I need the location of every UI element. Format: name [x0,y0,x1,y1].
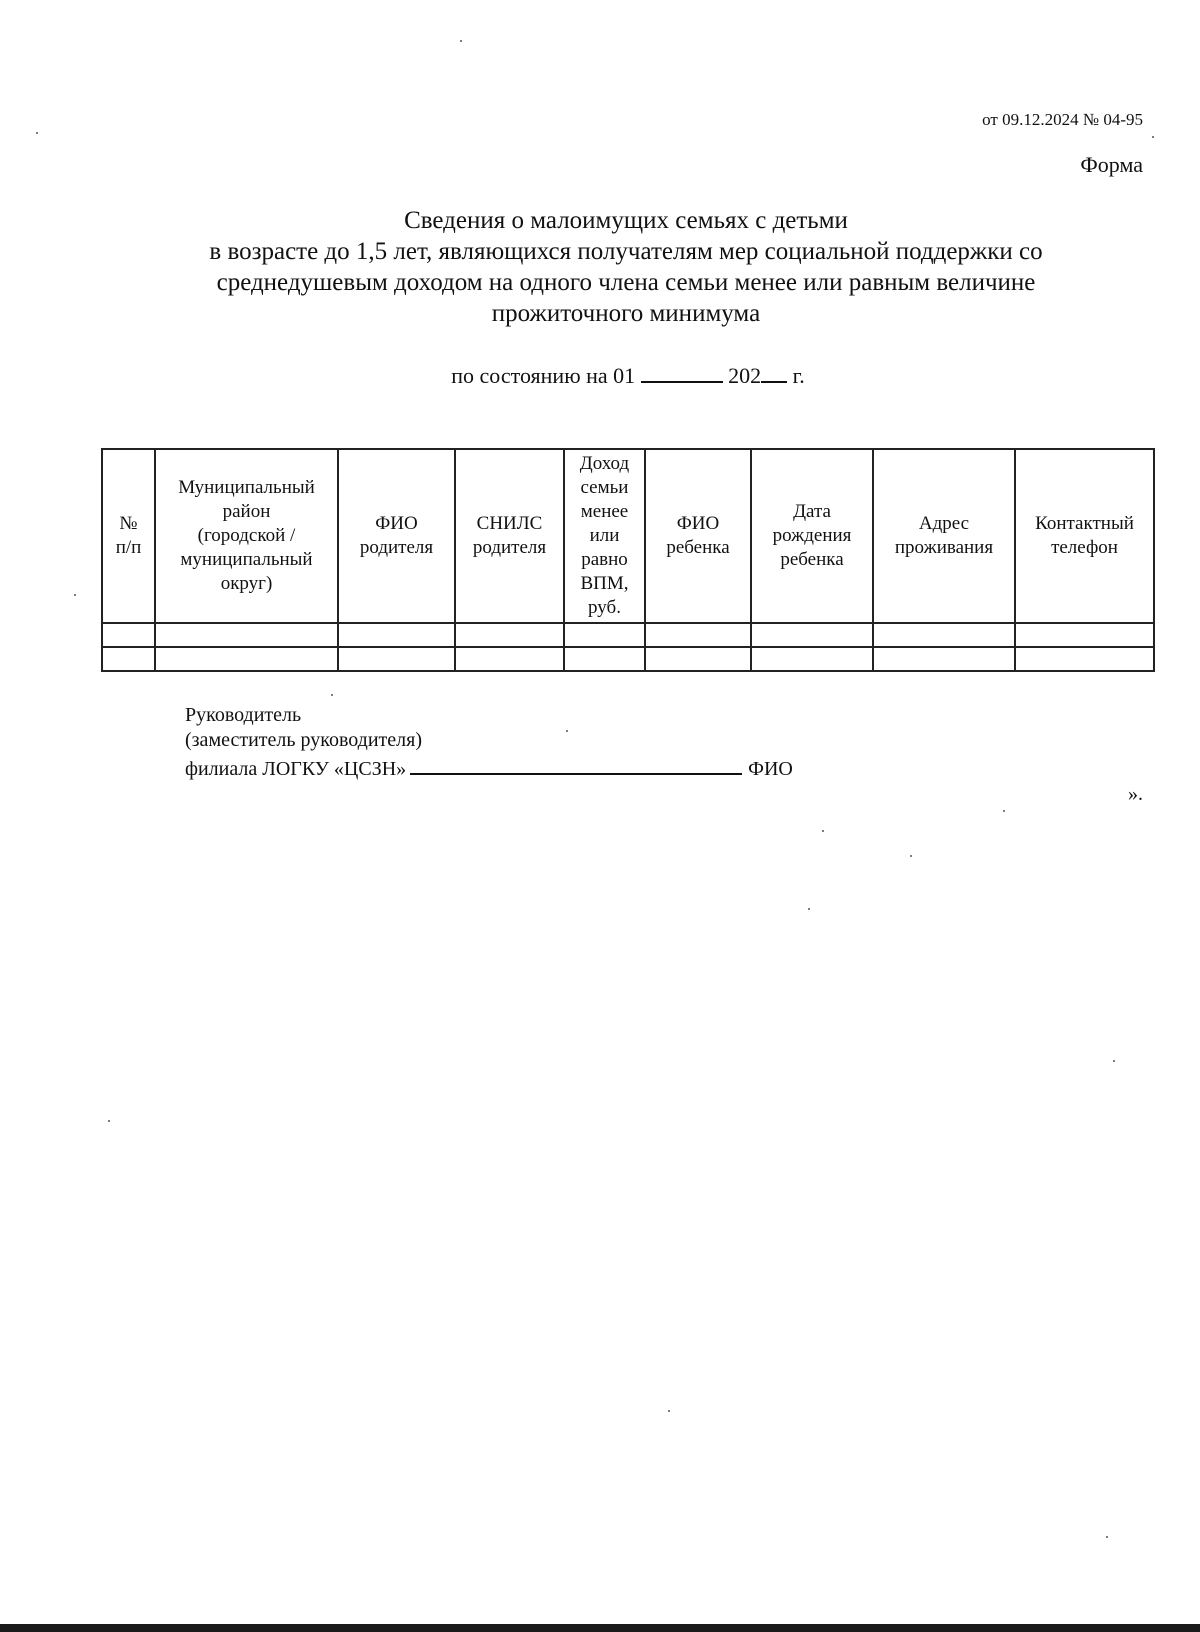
scan-speck [1113,1060,1115,1062]
scan-speck [808,908,810,910]
scan-speck [36,132,38,134]
scan-speck [108,1120,110,1122]
document-reference: от 09.12.2024 № 04-95 [982,110,1143,129]
scan-speck [910,855,912,857]
scan-speck [460,40,462,42]
col-municipal-district: Муниципальный район (городской / муниципальный округ) [155,449,338,623]
col-number: № п/п [102,449,155,623]
table-cell [338,647,455,671]
table-cell [455,647,564,671]
scan-speck [566,730,568,732]
title-line-4: прожиточного минимума [491,300,761,327]
table-cell [455,623,564,647]
table-cell [155,647,338,671]
scan-speck [668,1410,670,1412]
col-child-name: ФИО ребенка [645,449,751,623]
table-cell [102,623,155,647]
col-parent-name: ФИО родителя [338,449,455,623]
table-cell [155,623,338,647]
signature-line [410,753,742,775]
title-line-2: в возрасте до 1,5 лет, являющихся получателям мер социальной поддержки со [209,238,1043,265]
signer-title: Руководитель [185,704,302,726]
scan-speck [1106,1536,1108,1538]
table-row [102,647,1154,671]
year-blank [761,361,787,383]
as-of-date [0,361,1200,389]
month-blank [641,361,723,383]
signer-name-label: ФИО [748,758,793,780]
year-suffix: г. [792,363,805,388]
table-cell [873,623,1015,647]
table-cell [564,647,645,671]
table-cell [1015,623,1154,647]
col-child-birthdate: Дата рождения ребенка [751,449,873,623]
scan-speck [1003,810,1005,812]
signer-deputy: (заместитель руководителя) [185,729,423,751]
table-cell [564,623,645,647]
col-parent-snils: СНИЛС родителя [455,449,564,623]
table-cell [751,623,873,647]
scan-speck [74,594,76,596]
signer-branch-name: филиала ЛОГКУ «ЦСЗН» [185,758,407,780]
document-title [100,205,1152,329]
table-cell [102,647,155,671]
table-cell [751,647,873,671]
scan-speck [331,694,333,696]
closing-quote: ». [1128,783,1143,805]
signature-block [185,703,793,782]
col-address: Адрес проживания [873,449,1015,623]
col-phone: Контактный телефон [1015,449,1154,623]
col-family-income: Доход семьи менее или равно ВПМ, руб. [564,449,645,623]
table-cell [645,623,751,647]
signer-branch [185,753,793,782]
scan-bottom-edge [0,1624,1200,1632]
title-line-1: Сведения о малоимущих семьях с детьми [404,207,848,234]
scan-speck [1152,136,1154,138]
table-row [102,623,1154,647]
table-cell [645,647,751,671]
scan-speck [822,830,824,832]
as-of-prefix: по состоянию на 01 [451,363,636,388]
table-header-row [102,449,1154,623]
title-line-3: среднедушевым доходом на одного члена семьи менее или равным величине [216,269,1036,296]
table-cell [338,623,455,647]
year-prefix: 202 [728,363,762,388]
recipients-table [101,448,1155,672]
table-cell [1015,647,1154,671]
form-label: Форма [1080,152,1143,177]
table-cell [873,647,1015,671]
